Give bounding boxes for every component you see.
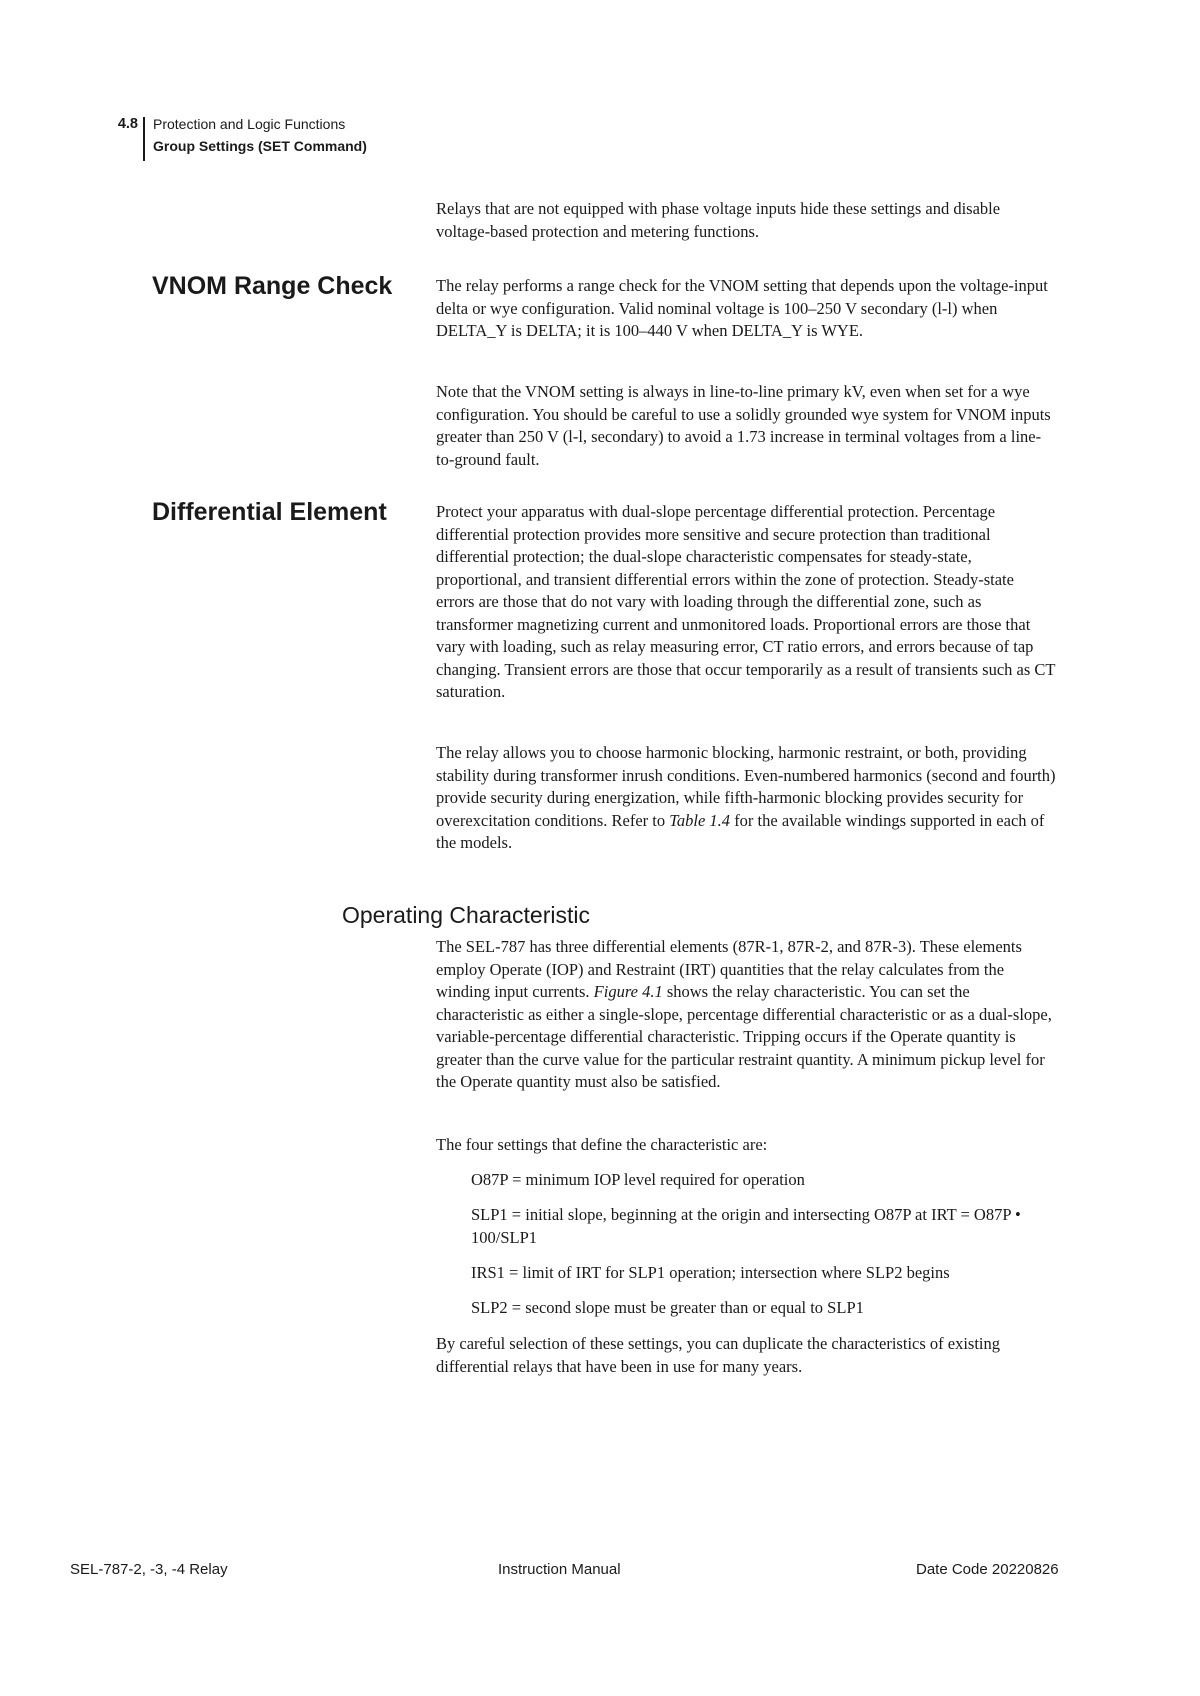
- setting-slp2: SLP2 = second slope must be greater than or equal to SLP1: [471, 1298, 864, 1317]
- footer-document: Instruction Manual: [498, 1561, 621, 1578]
- text-run: The relay allows you to choose harmonic blocking, harmonic restraint, or both, providing stability during transformer inrush conditions. Even-numbered harmonics (second and fourth) provide security during energization, while fifth-harmonic blocking provides security for overexcitation conditions. Refer to: [436, 743, 1056, 830]
- setting-o87p: O87P = minimum IOP level required for operation: [471, 1170, 805, 1189]
- operating-paragraph-2: The four settings that define the characteristic are:: [436, 1135, 768, 1154]
- footer-product: SEL-787-2, -3, -4 Relay: [70, 1561, 228, 1578]
- setting-slp1: SLP1 = initial slope, beginning at the origin and intersecting O87P at IRT = O87P • 100/SLP1: [471, 1205, 1021, 1247]
- operating-paragraph-1: [436, 936, 1056, 1094]
- text-run: The SEL-787 has three differential elements (87R-1, 87R-2, and 87R-3). These elements employ Operate (IOP) and Restraint (IRT) quantities that the relay calculates from the winding input currents.: [436, 937, 1022, 1001]
- page-number: 4.8: [117, 116, 138, 132]
- differential-heading: Differential Element: [152, 498, 387, 526]
- vnom-paragraph-2: Note that the VNOM setting is always in line-to-line primary kV, even when set for a wye configuration. You should be careful to use a solidly grounded wye system for VNOM inputs greater than 250 V (l-l, secondary) to avoid a 1.73 increase in terminal voltages from a line-to-ground fault.: [436, 382, 1051, 469]
- vnom-heading: VNOM Range Check: [152, 272, 393, 300]
- header-section: Protection and Logic Functions: [153, 116, 346, 132]
- footer-date-code: Date Code 20220826: [916, 1561, 1059, 1578]
- differential-paragraph-1: Protect your apparatus with dual-slope percentage differential protection. Percentage differential protection provides more sensitive and secure protection than traditional differential protection; the dual-slope characteristic compensates for steady-state, proportional, and transient differential errors within the zone of protection. Steady-state errors are those that do not vary with loading through the differential zone, such as transformer magnetizing current and unmonitored loads. Proportional errors are those that vary with loading, such as relay measuring error, CT ratio errors, and errors because of tap changing. Transient errors are those that occur temporarily as a result of transients such as CT saturation.: [436, 502, 1056, 701]
- intro-paragraph: Relays that are not equipped with phase voltage inputs hide these settings and disable voltage-based protection and metering functions.: [436, 199, 1001, 241]
- header-divider: [143, 117, 145, 161]
- header-subsection: Group Settings (SET Command): [153, 138, 367, 154]
- vnom-paragraph-1: The relay performs a range check for the VNOM setting that depends upon the voltage-input delta or wye configuration. Valid nominal voltage is 100–250 V secondary (l-l) when DELTA_Y is DELTA; it is 100–440 V when DELTA_Y is WYE.: [436, 276, 1048, 340]
- table-reference-link[interactable]: Table 1.4: [669, 810, 731, 830]
- differential-paragraph-2: [436, 742, 1056, 855]
- operating-paragraph-3: By careful selection of these settings, you can duplicate the characteristics of existing differential relays that have been in use for many years.: [436, 1334, 1001, 1376]
- text-run: for the available windings supported in each of the models.: [436, 810, 1045, 852]
- setting-irs1: IRS1 = limit of IRT for SLP1 operation; intersection where SLP2 begins: [471, 1263, 950, 1282]
- operating-heading: Operating Characteristic: [342, 902, 590, 928]
- figure-reference-link[interactable]: Figure 4.1: [593, 982, 663, 1001]
- text-run: shows the relay characteristic. You can set the characteristic as either a single-slope, percentage differential characteristic or as a dual-slope, variable-percentage differential characteristic. Tripping occurs if the Operate quantity is greater than the curve value for the particular restraint quantity. A minimum pickup level for the Operate quantity must also be satisfied.: [436, 982, 1052, 1091]
